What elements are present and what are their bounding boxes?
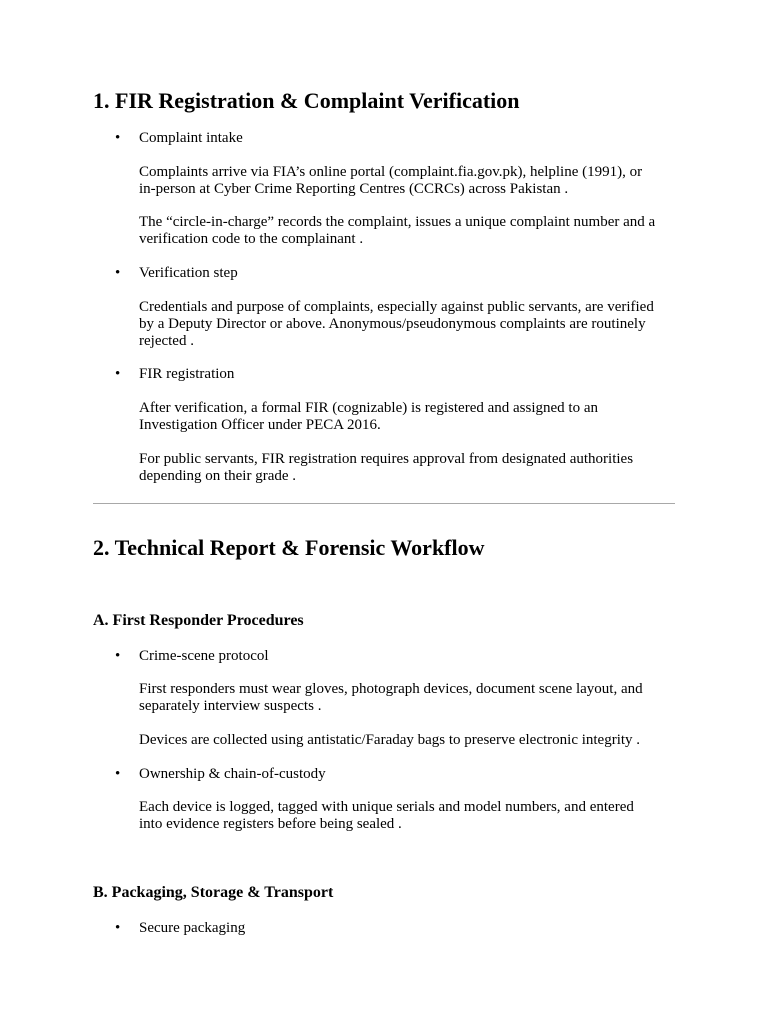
section-2-heading: 2. Technical Report & Forensic Workflow — [93, 535, 485, 560]
bullet-marker: • — [115, 648, 121, 664]
bullet-chain-of-custody: Ownership & chain-of-custody — [139, 766, 326, 782]
paragraph: Devices are collected using antistatic/Faraday bags to preserve electronic integrity . — [139, 732, 641, 748]
bullet-marker: • — [115, 265, 121, 281]
paragraph: First responders must wear gloves, photograph devices, document scene layout, and separately interview suspects . — [139, 681, 643, 714]
bullet-secure-packaging: Secure packaging — [139, 920, 246, 936]
bullet-marker: • — [115, 130, 121, 146]
section-1-heading: 1. FIR Registration & Complaint Verification — [93, 88, 520, 113]
paragraph: Credentials and purpose of complaints, especially against public servants, are verified by a Deputy Director or above. Anonymous/pseudonymous complaints are routinely rejected . — [139, 299, 654, 349]
horizontal-divider — [93, 503, 675, 504]
paragraph: Each device is logged, tagged with unique serials and model numbers, and entered into evidence registers before being sealed . — [139, 799, 634, 832]
bullet-crime-scene-protocol: Crime-scene protocol — [139, 648, 269, 664]
subsection-b-heading: B. Packaging, Storage & Transport — [93, 884, 334, 901]
bullet-marker: • — [115, 366, 121, 382]
bullet-marker: • — [115, 766, 121, 782]
paragraph: For public servants, FIR registration requires approval from designated authorities depending on their grade . — [139, 451, 634, 484]
bullet-marker: • — [115, 920, 121, 936]
bullet-fir-registration: FIR registration — [139, 366, 235, 382]
bullet-verification-step: Verification step — [139, 265, 238, 281]
paragraph: After verification, a formal FIR (cognizable) is registered and assigned to an Investigation Officer under PECA 2016. — [139, 400, 599, 433]
subsection-a-heading: A. First Responder Procedures — [93, 612, 304, 629]
paragraph: The “circle-in-charge” records the complaint, issues a unique complaint number and a verification code to the complainant . — [139, 214, 656, 247]
bullet-complaint-intake: Complaint intake — [139, 130, 243, 146]
paragraph: Complaints arrive via FIA’s online portal (complaint.fia.gov.pk), helpline (1991), or in-person at Cyber Crime Reporting Centres (CCRCs) across Pakistan . — [139, 164, 643, 197]
